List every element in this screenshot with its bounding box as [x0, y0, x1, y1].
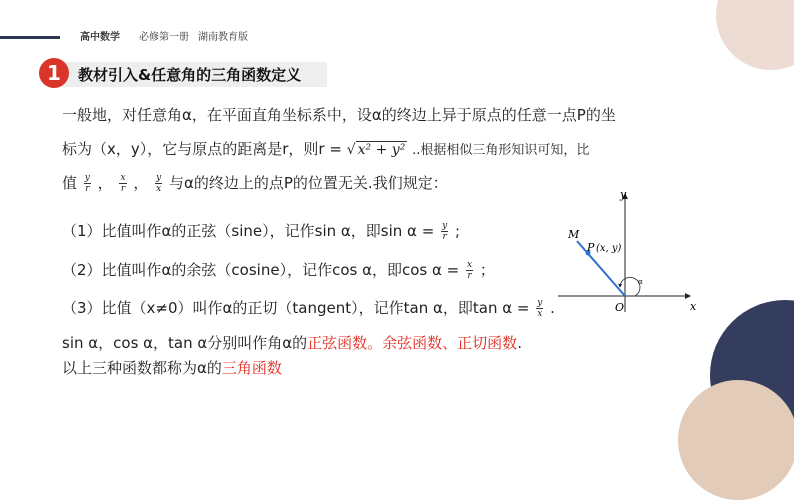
- fraction-numerator: y: [537, 298, 543, 308]
- paragraph-line-3-text: 值: [62, 174, 78, 192]
- fraction-numerator: x: [120, 173, 126, 183]
- sqrt-expression: √ x² + y²: [346, 142, 406, 158]
- fraction-numerator: y: [84, 173, 90, 183]
- paragraph-line-3-tail: 与α的终边上的点P的位置无关.我们规定：: [169, 174, 448, 192]
- fraction-denominator: x: [537, 309, 543, 319]
- point-m-label: M: [568, 228, 580, 241]
- header-book: 必修第一册: [139, 32, 189, 43]
- paragraph-line-1: 一般地，对任意角α，在平面直角坐标系中，设α的终边上异于原点的任意一点P的坐: [62, 106, 616, 124]
- fraction-denominator: r: [442, 232, 447, 242]
- fraction-tangent: [536, 298, 543, 319]
- section-number-badge: 1: [39, 58, 69, 88]
- fraction-numerator: x: [466, 260, 473, 270]
- definition-sine: [62, 220, 460, 242]
- functions-naming-line: [62, 332, 522, 353]
- angle-alpha-label: α: [638, 278, 643, 286]
- definition-tangent-end: .: [550, 299, 555, 317]
- definition-cosine-end: ；: [479, 261, 495, 279]
- header-accent-line: [0, 36, 60, 39]
- fraction-denominator: r: [85, 184, 90, 194]
- header-subject: 高中数学: [80, 32, 120, 43]
- paragraph-line-2-tail: ..根据相似三角形知识可知，比: [412, 143, 590, 158]
- trig-functions-text: 以上三种函数都称为α的: [62, 359, 222, 377]
- trig-functions-line: [62, 357, 282, 378]
- definition-tangent: [62, 297, 555, 319]
- section-title: 教材引入&任意角的三角函数定义: [78, 66, 302, 84]
- origin-label: O: [615, 301, 625, 314]
- y-axis-label: y: [620, 188, 627, 201]
- functions-naming-highlight: 正弦函数。余弦函数、正切函数: [307, 334, 518, 352]
- functions-naming-text: sin α，cos α，tan α分别叫作角α的: [62, 334, 308, 352]
- decorative-circle-top: [716, 0, 794, 70]
- paragraph-line-2: [62, 138, 589, 159]
- fraction-denominator: r: [467, 271, 472, 281]
- fraction-denominator: r: [120, 184, 126, 194]
- fraction-numerator: y: [156, 173, 162, 183]
- header-publisher: 湖南教育版: [198, 32, 248, 43]
- fraction-numerator: y: [442, 221, 448, 231]
- definition-cosine-text: （2）比值叫作α的余弦（cosine），记作cos α，即cos α =: [62, 261, 460, 279]
- sqrt-radicand: x² + y²: [357, 142, 406, 158]
- fraction-y-over-x: [155, 173, 162, 194]
- fraction-y-over-r: [84, 173, 91, 194]
- definition-sine-text: （1）比值叫作α的正弦（sine），记作sin α，即sin α =: [62, 222, 435, 240]
- functions-naming-end: .: [517, 334, 522, 352]
- coordinate-figure: [552, 188, 702, 318]
- fraction-cosine: [466, 260, 473, 281]
- x-axis-label: x: [690, 300, 697, 313]
- fraction-x-over-r: [119, 173, 126, 194]
- separator-comma: ，: [133, 174, 149, 192]
- fraction-sine: [441, 221, 448, 242]
- definition-cosine: [62, 259, 495, 281]
- definition-sine-end: ;: [454, 222, 460, 240]
- separator-comma: ，: [97, 174, 113, 192]
- paragraph-line-2-text: 标为（x，y），它与原点的距离是r，则r =: [62, 140, 342, 158]
- decorative-circle-beige: [678, 380, 794, 500]
- definition-tangent-text: （3）比值（x≠0）叫作α的正切（tangent），记作tan α，即tan α =: [62, 299, 530, 317]
- trig-functions-highlight: 三角函数: [221, 359, 282, 377]
- paragraph-line-3: [62, 172, 448, 194]
- fraction-denominator: x: [156, 184, 162, 194]
- point-p-coordinates: (x, y): [596, 243, 622, 254]
- point-p-label: P: [587, 241, 595, 254]
